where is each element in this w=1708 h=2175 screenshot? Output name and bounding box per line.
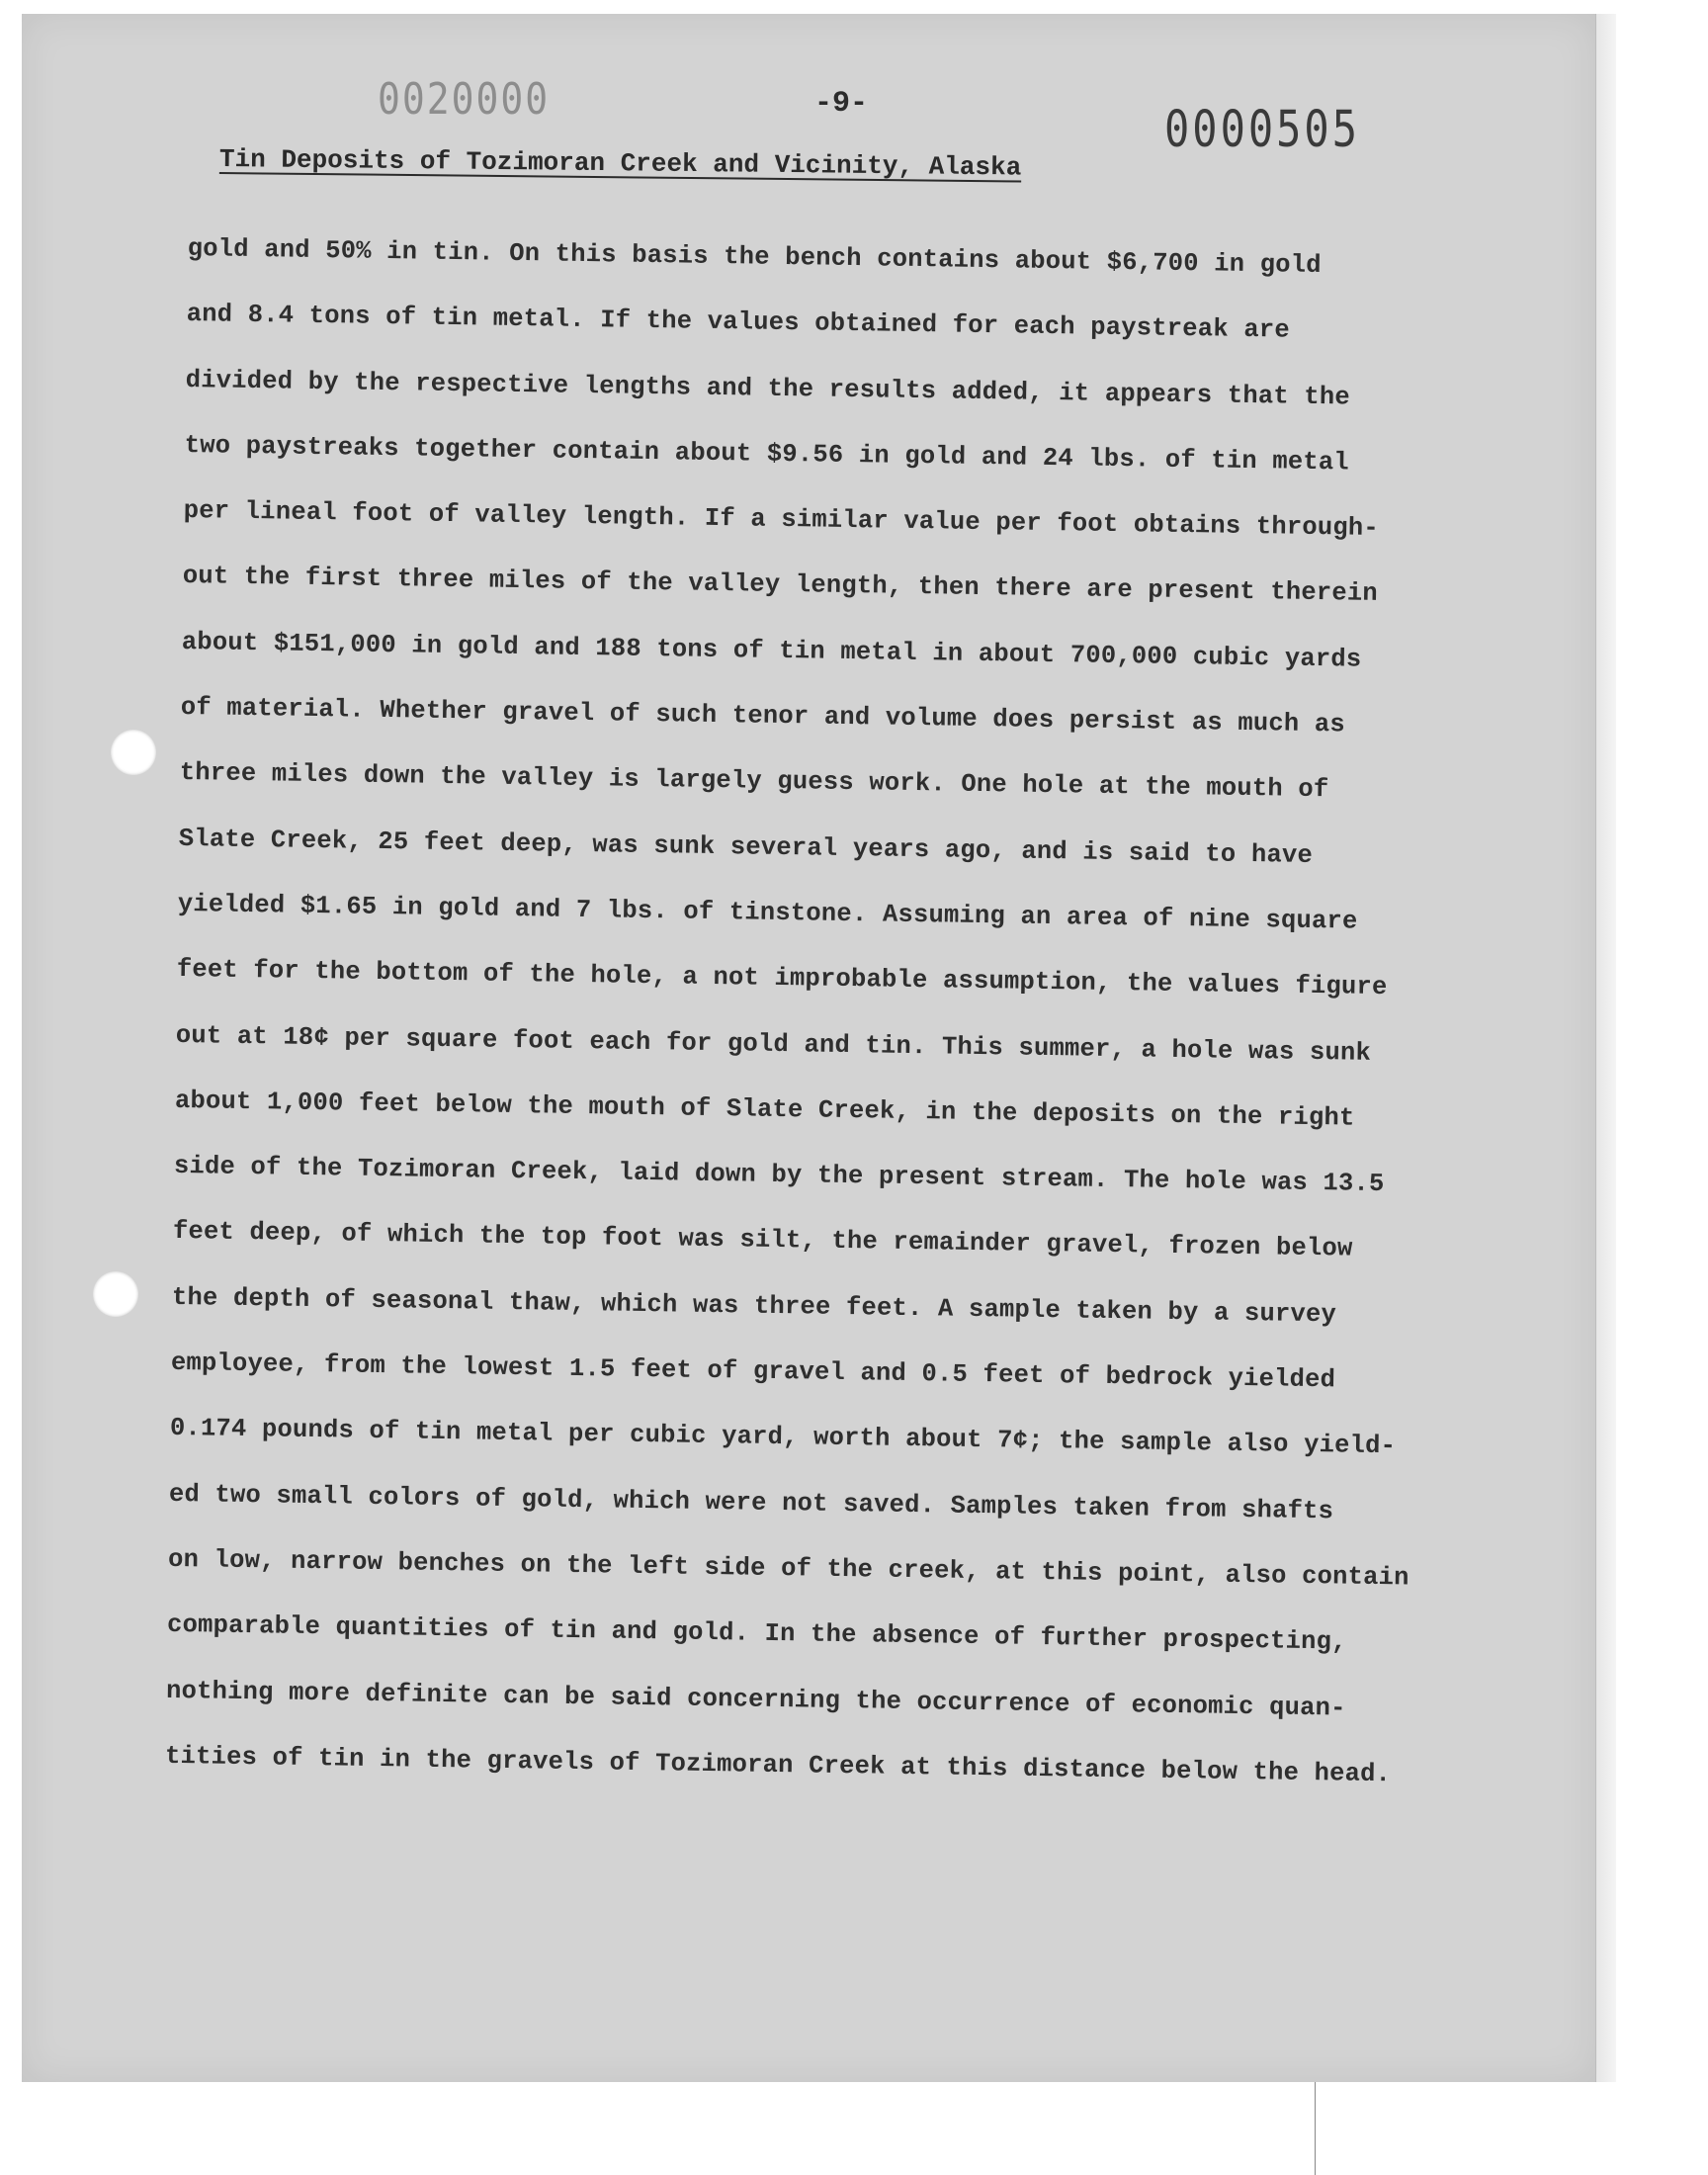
text-line: feet deep, of which the top foot was silt, the remainder gravel, frozen below <box>172 1217 1353 1264</box>
text-line: of material. Whether gravel of such tenor and volume does persist as much as <box>180 693 1346 740</box>
text-line: side of the Tozimoran Creek, laid down by the present stream. The hole was 13.5 <box>173 1152 1385 1199</box>
text-line: about 1,000 feet below the mouth of Slate Creek, in the deposits on the right <box>174 1086 1355 1133</box>
text-line: two paystreaks together contain about $9.56 in gold and 24 lbs. of tin metal <box>184 430 1350 478</box>
text-line: out at 18¢ per square foot each for gold and tin. This summer, a hole was sunk <box>175 1020 1372 1068</box>
stamp-number-faint: 0020000 <box>378 73 551 125</box>
text-line: about $151,000 in gold and 188 tons of tin metal in about 700,000 cubic yards <box>181 627 1362 674</box>
text-line: out the first three miles of the valley length, then there are present therein <box>182 562 1379 609</box>
text-line: comparable quantities of tin and gold. In the absence of further prospecting, <box>166 1610 1347 1657</box>
punch-hole-lower <box>93 1271 138 1317</box>
text-line: ed two small colors of gold, which were not saved. Samples taken from shafts <box>168 1479 1334 1525</box>
text-line: and 8.4 tons of tin metal. If the values obtained for each paystreak are <box>186 300 1291 345</box>
text-line: divided by the respective lengths and the results added, it appears that the <box>185 365 1351 412</box>
text-line: the depth of seasonal thaw, which was three feet. A sample taken by a survey <box>171 1282 1337 1330</box>
document-title: Tin Deposits of Tozimoran Creek and Vicinity, Alaska <box>218 144 1022 183</box>
text-line: 0.174 pounds of tin metal per cubic yard, worth about 7¢; the sample also yield- <box>169 1414 1397 1461</box>
scan-margin <box>0 2082 1708 2175</box>
stamp-number: 0000505 <box>1164 100 1361 158</box>
body-text <box>164 229 1531 1822</box>
scan-divider <box>1315 2082 1316 2175</box>
text-line: nothing more definite can be said concerning the occurrence of economic quan- <box>165 1676 1346 1723</box>
text-line: per lineal foot of valley length. If a similar value per foot obtains through- <box>183 496 1380 544</box>
text-line: employee, from the lowest 1.5 feet of gravel and 0.5 feet of bedrock yielded <box>170 1348 1336 1395</box>
punch-hole-upper <box>111 730 156 775</box>
text-line: three miles down the valley is largely guess work. One hole at the mouth of <box>179 758 1329 805</box>
text-line: Slate Creek, 25 feet deep, was sunk several years ago, and is said to have <box>178 824 1314 870</box>
text-line: gold and 50% in tin. On this basis the bench contains about $6,700 in gold <box>187 233 1322 281</box>
page-number: -9- <box>814 87 869 121</box>
text-line: tities of tin in the gravels of Tozimoran Creek at this distance below the head. <box>164 1741 1392 1789</box>
text-line: on low, narrow benches on the left side of the creek, at this point, also contain <box>167 1544 1409 1593</box>
text-line: feet for the bottom of the hole, a not improbable assumption, the values figure <box>176 955 1388 1002</box>
text-line: yielded $1.65 in gold and 7 lbs. of tinstone. Assuming an area of nine square <box>177 889 1358 936</box>
page-edge <box>1595 14 1616 2082</box>
